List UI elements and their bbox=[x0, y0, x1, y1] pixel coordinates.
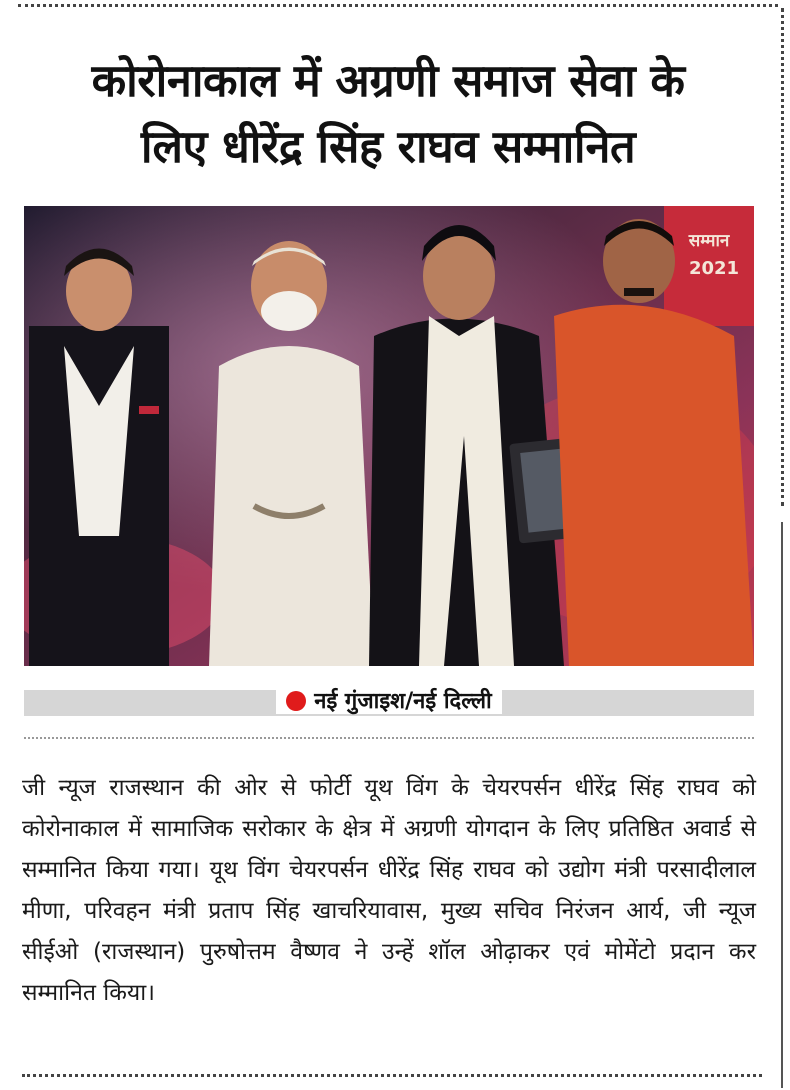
red-bullet-icon bbox=[286, 691, 306, 711]
top-dotted-rule bbox=[18, 4, 778, 7]
article-body: जी न्यूज राजस्थान की ओर से फोर्टी यूथ विंग के चेयरपर्सन धीरेंद्र सिंह राघव को कोरोनाकाल में सामाजिक सरोकार के क्षेत्र में अग्रणी योगदान के लिए प्रतिष्ठित अवार्ड से सम्मानित किया गया। यूथ विंग चेयरपर्सन धीरेंद्र सिंह राघव को उद्योग मंत्री परसादीलाल मीणा, परिवहन मंत्री प्रताप सिंह खाचरियावास, मुख्य सचिव निरंजन आर्य, जी न्यूज सीईओ (राजस्थान) पुरुषोत्तम वैष्णव ने उन्हें शॉल ओढ़ाकर एवं मोमेंटो प्रदान कर सम्मानित किया। bbox=[22, 775, 756, 1006]
right-dotted-rule bbox=[781, 8, 784, 506]
headline-line-2: लिए धीरेंद्र सिंह राघव सम्मानित bbox=[140, 120, 636, 173]
award-ceremony-photo bbox=[24, 206, 754, 666]
bottom-dotted-rule bbox=[22, 1074, 762, 1077]
dateline-text: नई गुंजाइश/नई दिल्ली bbox=[314, 689, 492, 714]
dateline bbox=[24, 687, 754, 717]
svg-text:सम्मान: सम्मान bbox=[688, 231, 730, 251]
headline-line-1: कोरोनाकाल में अग्रणी समाज सेवा के bbox=[91, 54, 685, 107]
dateline-bar bbox=[24, 690, 754, 716]
right-column-rule bbox=[781, 522, 783, 1088]
caption-dotted-rule bbox=[24, 737, 754, 739]
headline bbox=[14, 48, 762, 180]
article-photo bbox=[24, 206, 754, 666]
svg-text:2021: 2021 bbox=[688, 258, 740, 279]
